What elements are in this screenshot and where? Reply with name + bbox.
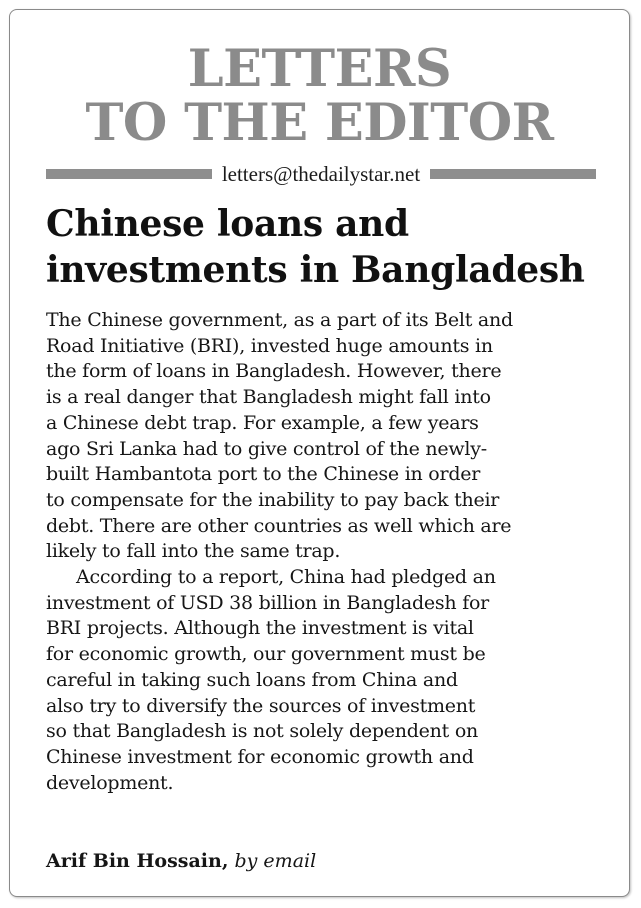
letter-signature — [46, 850, 316, 872]
editor-email-link[interactable]: letters@thedailystar.net — [221, 161, 421, 186]
masthead-line-1: LETTERS — [187, 39, 452, 99]
letter-headline — [46, 201, 609, 293]
body-line: ago Sri Lanka had to give control of the newly- — [46, 437, 487, 460]
submission-method: by email — [234, 850, 317, 872]
author-name: Arif Bin Hossain, — [46, 850, 229, 872]
letter-body — [46, 308, 609, 796]
body-line-paragraph-start: According to a report, China had pledged an — [76, 566, 496, 589]
rule-left — [46, 169, 212, 179]
letter-card — [9, 9, 630, 897]
body-line: BRI projects. Although the investment is vital — [46, 617, 474, 640]
body-line: likely to fall into the same trap. — [46, 540, 341, 563]
body-line: to compensate for the inability to pay back their — [46, 488, 500, 511]
body-line: Road Initiative (BRI), invested huge amounts in — [46, 334, 493, 357]
body-line: the form of loans in Bangladesh. However, there — [46, 360, 502, 383]
body-line: Chinese investment for economic growth and — [46, 745, 474, 768]
body-line: careful in taking such loans from China and — [46, 668, 458, 691]
body-line: The Chinese government, as a part of its Belt and — [46, 309, 513, 331]
body-line: so that Bangladesh is not solely dependent on — [46, 720, 479, 743]
body-line: built Hambantota port to the Chinese in order — [46, 463, 481, 486]
rule-right — [430, 169, 596, 179]
body-line: is a real danger that Bangladesh might fall into — [46, 386, 491, 409]
headline-line: investments in Bangladesh — [46, 249, 585, 291]
section-masthead — [10, 39, 629, 153]
body-line: debt. There are other countries as well which are — [46, 514, 512, 537]
body-line: investment of USD 38 billion in Bangladesh for — [46, 591, 489, 614]
body-line: a Chinese debt trap. For example, a few years — [46, 411, 479, 434]
masthead-line-2: TO THE EDITOR — [85, 93, 554, 153]
headline-line: Chinese loans and — [46, 203, 409, 245]
body-line: for economic growth, our government must be — [46, 643, 486, 666]
body-line: also try to diversify the sources of investment — [46, 694, 476, 717]
body-line: development. — [46, 771, 174, 794]
email-rule — [46, 160, 596, 188]
